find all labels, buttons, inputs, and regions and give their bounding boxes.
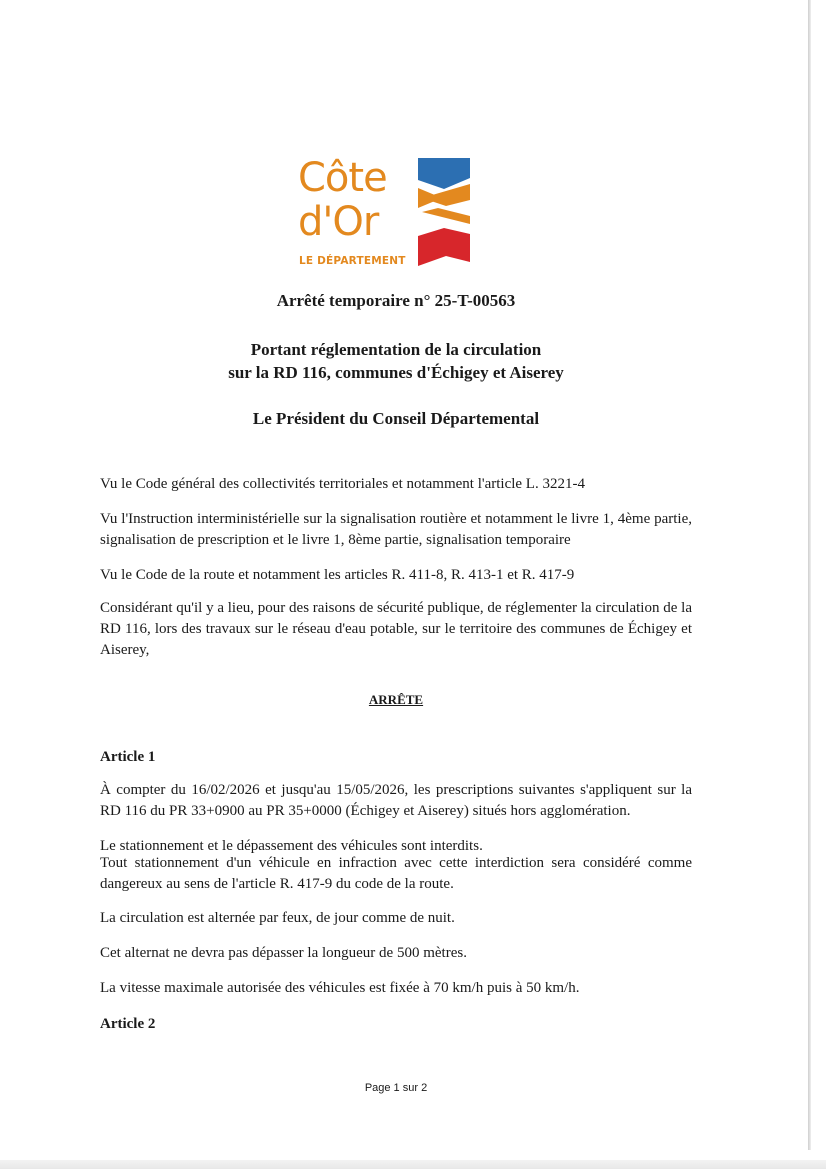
page-number: Page 1 sur 2	[364, 1082, 428, 1094]
article-1-alternation-length: Cet alternat ne devra pas dépasser la longueur de 500 mètres.	[100, 945, 467, 961]
considerant-paragraph: Considérant qu'il y a lieu, pour des raisons de sécurité publique, de réglementer la circulation de la RD 116, lors des travaux sur le réseau d'eau potable, sur le territoire des communes de Échigey et Aiserey,	[100, 600, 692, 658]
logo-subtitle: LE DÉPARTEMENT	[299, 255, 406, 267]
logo-word-cote: Côte	[298, 155, 387, 201]
visa-instruction: Vu l'Instruction interministérielle sur la signalisation routière et notamment le livre 1, 4ème partie, signalisation de prescription et le livre 1, 8ème partie, signalisation temporaire	[100, 511, 692, 548]
logo-emblem-icon	[414, 158, 472, 266]
subject-line-1: Portant réglementation de la circulation	[250, 340, 542, 359]
subject-line-2: sur la RD 116, communes d'Échigey et Aiserey	[228, 363, 564, 382]
authority-title: Le Président du Conseil Départemental	[252, 409, 540, 428]
logo-word-dor: d'Or	[298, 199, 379, 245]
article-1-period: À compter du 16/02/2026 et jusqu'au 15/05/2026, les prescriptions suivantes s'appliquent sur la RD 116 du PR 33+0900 au PR 35+0000 (Échigey et Aiserey) situés hors agglomération.	[100, 782, 692, 819]
article-1-speed-limit: La vitesse maximale autorisée des véhicules est fixée à 70 km/h puis à 50 km/h.	[100, 980, 580, 996]
page-edge-bottom	[0, 1160, 826, 1169]
article-1-title: Article 1	[100, 749, 156, 765]
arrete-number: Arrêté temporaire n° 25-T-00563	[276, 291, 516, 310]
article-1-traffic-lights: La circulation est alternée par feux, de jour comme de nuit.	[100, 910, 455, 926]
article-1-parking-ban: Le stationnement et le dépassement des véhicules sont interdits.	[100, 838, 483, 854]
logo-emblem-red-band	[418, 228, 470, 266]
visa-code-route: Vu le Code de la route et notamment les articles R. 411-8, R. 413-1 et R. 417-9	[100, 567, 575, 583]
logo-emblem-orange-chevron-2	[422, 184, 470, 224]
logo-emblem-blue-band	[418, 158, 470, 189]
arrete-heading: ARRÊTE	[368, 692, 424, 707]
page-edge-right	[808, 0, 811, 1150]
article-1-infraction: Tout stationnement d'un véhicule en infraction avec cette interdiction sera considéré comme dangereux au sens de l'article R. 417-9 du code de la route.	[100, 855, 692, 892]
cote-dor-logo	[298, 156, 473, 268]
article-2-title: Article 2	[100, 1016, 156, 1032]
visa-cgct: Vu le Code général des collectivités territoriales et notamment l'article L. 3221-4	[100, 476, 585, 492]
